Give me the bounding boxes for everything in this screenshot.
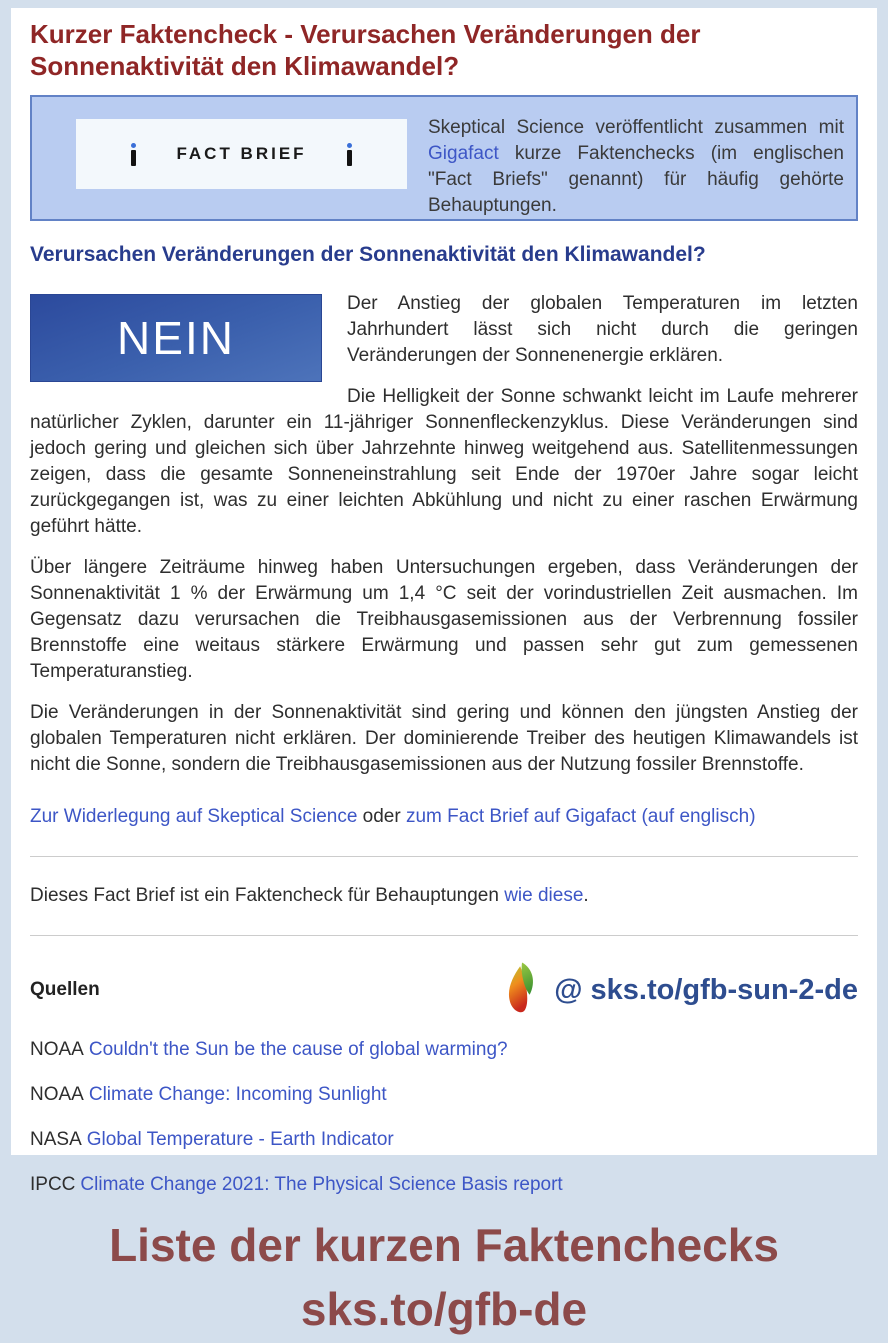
question-heading: Verursachen Veränderungen der Sonnenaktivität den Klimawandel? xyxy=(30,243,706,266)
branding-group xyxy=(504,962,858,1018)
gigafact-link[interactable]: Gigafact xyxy=(428,143,499,164)
page-title: Kurzer Faktencheck - Verursachen Veränderungen der Sonnenaktivität den Klimawandel? xyxy=(30,19,701,81)
answer-paragraph: Die Veränderungen in der Sonnenaktivität sind gering und können den jüngsten Anstieg der globalen Temperaturen nicht erklären. Der dominierende Treiber des heutigen Klimawandels ist nicht die Sonne, sondern die Treibhausgasemissionen aus der Nutzung fossiler Brennstoffe. xyxy=(30,702,858,775)
claims-suffix: . xyxy=(583,885,589,906)
sks-flame-icon xyxy=(504,962,542,1018)
gigafact-fact-brief-link[interactable]: zum Fact Brief auf Gigafact (auf englisch) xyxy=(405,806,756,827)
fact-brief-logo-text: FACT BRIEF xyxy=(176,144,307,163)
source-link[interactable]: Climate Change 2021: The Physical Science Basis report xyxy=(80,1174,563,1195)
source-row xyxy=(30,1037,858,1063)
source-org: IPCC xyxy=(30,1174,76,1195)
claims-text: Dieses Fact Brief ist ein Faktencheck für Behauptungen xyxy=(30,885,505,906)
info-i-icon xyxy=(347,143,352,166)
footer-line2: sks.to/gfb-de xyxy=(300,1283,588,1335)
answer-section xyxy=(30,291,858,555)
source-link[interactable]: Couldn't the Sun be the cause of global warming? xyxy=(88,1039,508,1060)
fact-brief-logo xyxy=(76,119,407,189)
source-org: NASA xyxy=(30,1129,82,1150)
verdict-box xyxy=(30,294,322,382)
fact-brief-info-box xyxy=(30,95,858,221)
sources-header xyxy=(30,962,858,1018)
info-i-icon xyxy=(131,143,136,166)
info-box-text-before: Skeptical Science veröffentlicht zusammen mit xyxy=(428,117,844,138)
claims-line xyxy=(30,883,858,909)
skeptical-science-rebuttal-link[interactable]: Zur Widerlegung auf Skeptical Science xyxy=(30,806,358,827)
answer-paragraph: Über längere Zeiträume hinweg haben Untersuchungen ergeben, dass Veränderungen der Sonnenaktivität 1 % der Erwärmung um 1,4 °C seit der vorindustriellen Zeit ausmachen. Im Gegensatz dazu verursachen die Treibhausgasemissionen aus der Verbrennung fossiler Brennstoffe eine weitaus stärkere Erwärmung und passen sehr gut zum gemessenen Temperaturanstieg. xyxy=(30,557,858,682)
separator-line xyxy=(30,935,858,936)
verdict-label: NEIN xyxy=(117,312,235,364)
claims-like-these-link[interactable]: wie diese xyxy=(504,885,584,906)
info-box-text-after: kurze Faktenchecks (im englischen "Fact Briefs" genannt) für häufig gehörte Behauptungen. xyxy=(428,143,844,216)
fact-brief-document xyxy=(11,8,877,1195)
footer-line1: Liste der kurzen Faktenchecks xyxy=(109,1219,779,1271)
source-row xyxy=(30,1082,858,1108)
footer-banner xyxy=(0,1155,888,1343)
source-org: NOAA xyxy=(30,1084,84,1105)
info-box-text xyxy=(428,115,844,219)
sks-short-url: @ sks.to/gfb-sun-2-de xyxy=(554,973,858,1006)
source-org: NOAA xyxy=(30,1039,84,1060)
separator-line xyxy=(30,856,858,857)
rebuttal-links-line xyxy=(30,804,858,830)
sources-heading: Quellen xyxy=(30,979,100,1000)
answer-paragraph: Die Helligkeit der Sonne schwankt leicht im Laufe mehrerer natürlicher Zyklen, darunter ein 11-jähriger Sonnenfleckenzyklus. Diese Veränderungen sind jedoch gering und gleichen sich über Jahrzehnte hinweg weitgehend aus. Satellitenmessungen zeigen, dass die gesamte Sonneneinstrahlung seit Ende der 1970er Jahre sogar leicht zurückgegangen ist, was zu einer leichten Abkühlung und nicht zu einer raschen Erwärmung geführt hätte. xyxy=(30,386,858,537)
source-link[interactable]: Global Temperature - Earth Indicator xyxy=(86,1129,394,1150)
source-link[interactable]: Climate Change: Incoming Sunlight xyxy=(88,1084,387,1105)
answer-paragraph: Der Anstieg der globalen Temperaturen im letzten Jahrhundert lässt sich nicht durch die geringen Veränderungen der Sonnenenergie erklären. xyxy=(347,293,858,366)
source-row xyxy=(30,1127,858,1153)
links-separator: oder xyxy=(357,806,406,827)
